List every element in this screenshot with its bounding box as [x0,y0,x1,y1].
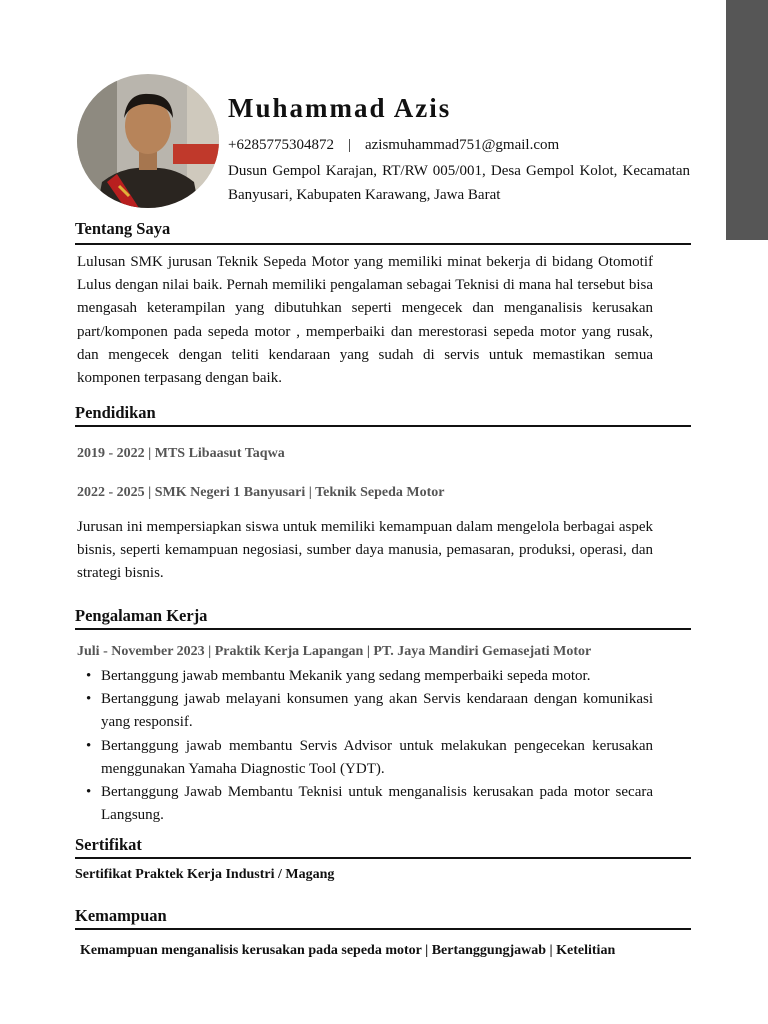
contact-line [228,137,559,154]
job-entry: Juli - November 2023 | Praktik Kerja Lapangan | PT. Jaya Mandiri Gemasejati Motor [77,644,592,659]
list-item: • Bertanggung jawab melayani konsumen yang akan Servis kendaraan dengan komunikasi yang responsif. [77,688,653,734]
list-item: • Bertanggung jawab membantu Mekanik yang sedang memperbaiki sepeda motor. [77,665,653,688]
section-divider [75,243,691,245]
section-title-education: Pendidikan [75,403,156,422]
skills-item: Kemampuan menganalisis kerusakan pada sepeda motor | Bertanggungjawab | Ketelitian [80,943,616,958]
profile-photo [77,74,219,208]
scrollbar-thumb[interactable] [726,0,768,240]
education-description: Jurusan ini mempersiapkan siswa untuk memiliki kemampuan dalam mengelola berbagai aspek bisnis, seperti kemampuan negosiasi, sumber daya manusia, pemasaran, produksi, operasi, dan strategi bisnis. [77,519,653,582]
contact-separator: | [347,137,351,153]
section-title-certificate: Sertifikat [75,835,142,854]
section-title-skills: Kemampuan [75,906,167,925]
candidate-name: Muhammad Azis [228,93,452,123]
section-title-about: Tentang Saya [75,219,171,238]
section-divider [75,857,691,859]
phone-number: +6285775304872 [228,137,334,153]
section-divider [75,628,691,630]
bullet-icon: • [86,668,92,684]
list-item: • Bertanggung Jawab Membantu Teknisi untuk menganalisis kerusakan pada motor secara Langsung. [77,781,653,827]
section-divider [75,928,691,930]
experience-bullet-list [77,665,653,827]
person-portrait-icon [77,74,219,208]
education-entry: 2019 - 2022 | MTS Libaasut Taqwa [77,446,285,461]
bullet-icon: • [86,784,92,801]
email-address: azismuhammad751@gmail.com [364,137,560,153]
education-entry: 2022 - 2025 | SMK Negeri 1 Banyusari | Teknik Sepeda Motor [77,485,445,500]
bullet-icon: • [86,691,92,708]
bullet-icon: • [86,737,92,754]
section-divider [75,425,691,427]
certificate-item: Sertifikat Praktek Kerja Industri / Magang [75,867,335,882]
section-title-experience: Pengalaman Kerja [75,606,208,625]
home-address: Dusun Gempol Karajan, RT/RW 005/001, Desa Gempol Kolot, Kecamatan Banyusari, Kabupaten Karawang, Jawa Barat [228,163,690,203]
about-text: Lulusan SMK jurusan Teknik Sepeda Motor yang memiliki minat bekerja di bidang Otomotif Lulus dengan nilai baik. Pernah memiliki pengalaman sebagai Teknisi di mana hal tersebut bisa mengasah keterampilan yang dibutuhkan seperti mengecek dan menganalisis kerusakan part/komponen pada sepeda motor , memperbaiki dan merestorasi sepeda motor yang rusak, dan mengecek dengan teliti kendaraan yang sudah di servis untuk memastikan semua komponen terpasang dengan baik. [77,254,653,387]
list-item: • Bertanggung jawab membantu Servis Advisor untuk melakukan pengecekan kerusakan menggunakan Yamaha Diagnostic Tool (YDT). [77,735,653,781]
